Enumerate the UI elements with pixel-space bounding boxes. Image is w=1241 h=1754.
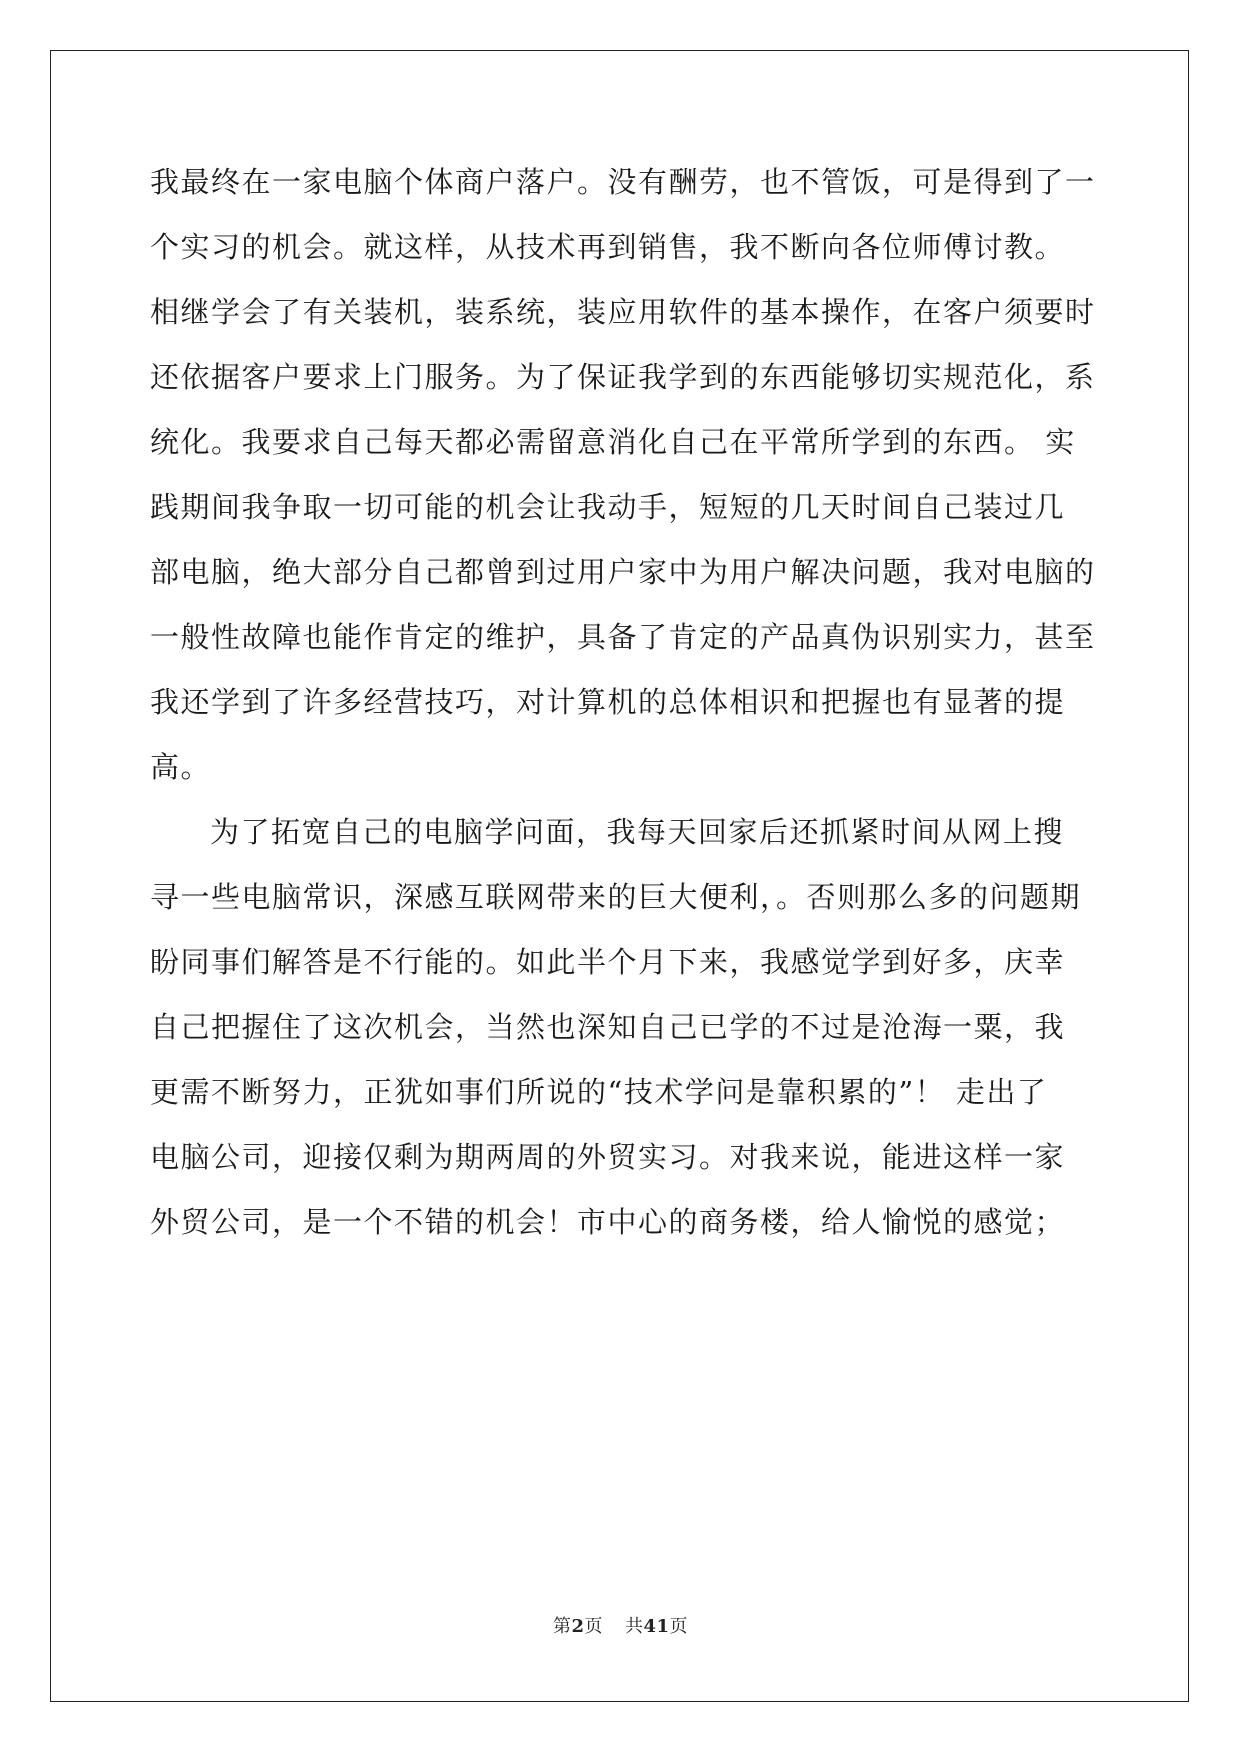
document-body [150,150,1096,1255]
text-line: 一般性故障也能作肯定的维护，具备了肯定的产品真伪识别实力，甚至 [150,620,1096,654]
paragraph-start-line: 为了拓宽自己的电脑学问面，我每天回家后还抓紧时间从网上搜 [210,815,1065,849]
text-line: 电脑公司，迎接仅剩为期两周的外贸实习。对我来说，能进这样一家 [150,1140,1066,1174]
text-line: 盼同事们解答是不行能的。如此半个月下来，我感觉学到好多，庆幸 [150,945,1066,979]
page-footer [0,1612,1241,1638]
text-line: 相继学会了有关装机，装系统，装应用软件的基本操作，在客户须要时 [150,295,1096,329]
text-line: 个实习的机会。就这样，从技术再到销售，我不断向各位师傅讨教。 [150,230,1066,264]
page-prefix: 第 [552,1616,572,1637]
text-line: 外贸公司，是一个不错的机会！市中心的商务楼，给人愉悦的感觉； [150,1205,1066,1239]
text-line: 部电脑，绝大部分自己都曾到过用户家中为用户解决问题，我对电脑的 [150,555,1096,589]
text-line: 我还学到了许多经营技巧，对计算机的总体相识和把握也有显著的提 [150,685,1066,719]
text-line: 寻一些电脑常识，深感互联网带来的巨大便利，。否则那么多的问题期 [150,880,1082,914]
text-line: 更需不断努力，正犹如事们所说的“技术学问是靠积累的”！ 走出了 [150,1075,1048,1109]
text-line: 统化。我要求自己每天都必需留意消化自己在平常所学到的东西。 实 [150,425,1076,459]
current-page-number: 2 [571,1616,585,1637]
text-line: 还依据客户要求上门服务。为了保证我学到的东西能够切实规范化，系 [150,360,1096,394]
text-line: 自己把握住了这次机会，当然也深知自己已学的不过是沧海一粟，我 [150,1010,1066,1044]
text-line: 我最终在一家电脑个体商户落户。没有酬劳，也不管饭，可是得到了一 [150,165,1096,199]
total-suffix: 页 [669,1616,689,1637]
page-suffix: 页 [584,1616,603,1637]
total-prefix: 共 [624,1616,644,1637]
text-line: 践期间我争取一切可能的机会让我动手，短短的几天时间自己装过几 [150,490,1066,524]
text-line: 高。 [150,750,212,784]
total-page-number: 41 [643,1616,670,1637]
